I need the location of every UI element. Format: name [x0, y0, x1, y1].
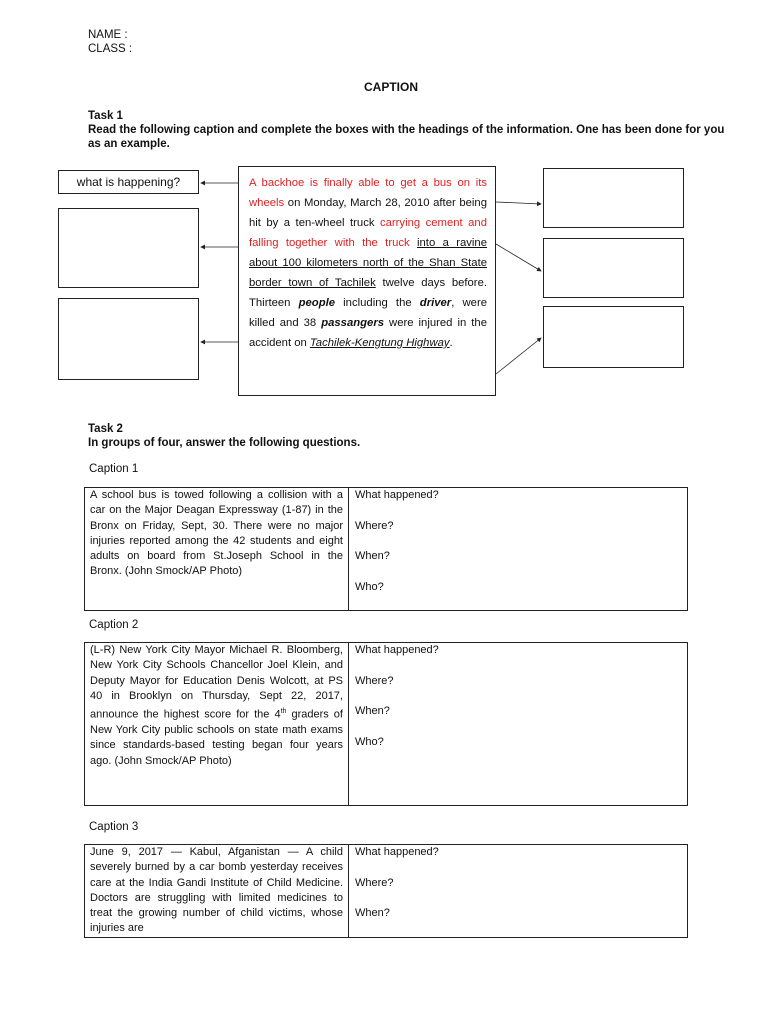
class-label: CLASS :	[88, 43, 133, 55]
question-when: When?	[355, 907, 390, 919]
caption1-label: Caption 1	[89, 463, 139, 475]
name-label: NAME :	[88, 29, 128, 41]
caption-who-driver: driver	[419, 297, 452, 309]
caption-who-passengers: passangers	[321, 317, 385, 329]
caption2-text	[85, 643, 349, 806]
question-what: What happened?	[355, 489, 439, 501]
caption2-sup: th	[280, 708, 287, 716]
caption3-questions[interactable]	[349, 845, 688, 938]
caption-who-people: people	[298, 297, 336, 309]
caption2-table	[84, 642, 688, 806]
caption3-text: June 9, 2017 — Kabul, Afganistan — A child severely burned by a car bomb yesterday receives care at the India Gandi Institute of Child Medicine. Doctors are struggling with limited medicines to treat the growing number of child victims, whose injuries are	[85, 845, 349, 938]
connector-arrows	[0, 0, 768, 420]
caption1-table	[84, 487, 688, 611]
caption-text-9: , were killed and 38	[249, 297, 487, 329]
arrow-right-2	[496, 244, 541, 271]
example-heading-text: what is happening?	[76, 175, 181, 189]
task2-instruction: In groups of four, answer the following questions.	[88, 437, 361, 449]
caption-where: into a ravine about 100 kilometers north of the Shan State border town of Tachilek	[249, 237, 487, 289]
caption3-label: Caption 3	[89, 821, 139, 833]
question-what: What happened?	[355, 644, 439, 656]
caption1-questions[interactable]	[349, 488, 688, 611]
question-where: Where?	[355, 876, 394, 889]
task1-instruction: Read the following caption and complete the boxes with the headings of the information. One has been done for you as an example.	[88, 124, 725, 150]
caption-when: on Monday, March 28, 2010 after being hit by a ten-wheel truck	[249, 197, 487, 229]
caption-text-7: including the	[335, 297, 420, 309]
caption-what-happening: A backhoe is finally able to get a bus on its wheels	[249, 177, 487, 209]
caption-text-5: twelve days before. Thirteen	[249, 277, 487, 309]
question-what: What happened?	[355, 846, 439, 858]
task2-label: Task 2	[88, 423, 123, 435]
question-who: Who?	[355, 735, 384, 748]
arrow-right-3	[496, 338, 541, 374]
caption2-text-a: (L-R) New York City Mayor Michael R. Bloomberg, New York City Schools Chancellor Joel Klein, and Deputy Mayor for Education Denis Wolcott, at PS 40 in Brooklyn on Thursday, Sept 22, 2017, announce the highest score for the 4	[90, 644, 343, 721]
question-when: When?	[355, 550, 390, 562]
caption2-questions[interactable]	[349, 643, 688, 806]
caption-highway: Tachilek-Kengtung Highway	[309, 337, 450, 349]
page-title: CAPTION	[364, 80, 418, 94]
question-where: Where?	[355, 519, 394, 532]
question-who: Who?	[355, 580, 384, 593]
arrow-right-1	[496, 202, 541, 204]
caption-why: carrying cement and falling together with the truck	[249, 217, 487, 249]
caption2-label: Caption 2	[89, 619, 139, 631]
caption1-text: A school bus is towed following a collision with a car on the Major Deagan Expressway (1-87) in the Bronx on Friday, Sept, 30. There were no major injuries reported among the 42 students and eight adults on board from St.Joseph School in the Bronx. (John Smock/AP Photo)	[85, 488, 349, 611]
question-when: When?	[355, 705, 390, 717]
question-where: Where?	[355, 674, 394, 687]
caption-text-13: .	[449, 337, 453, 349]
task1-label: Task 1	[88, 110, 123, 122]
caption2-text-b: graders of New York City public schools on state math exams since standards-based testing began four years ago. (John Smock/AP Photo)	[90, 708, 343, 767]
caption-text-11: were injured in the accident on	[249, 317, 487, 349]
caption3-table	[84, 844, 688, 938]
